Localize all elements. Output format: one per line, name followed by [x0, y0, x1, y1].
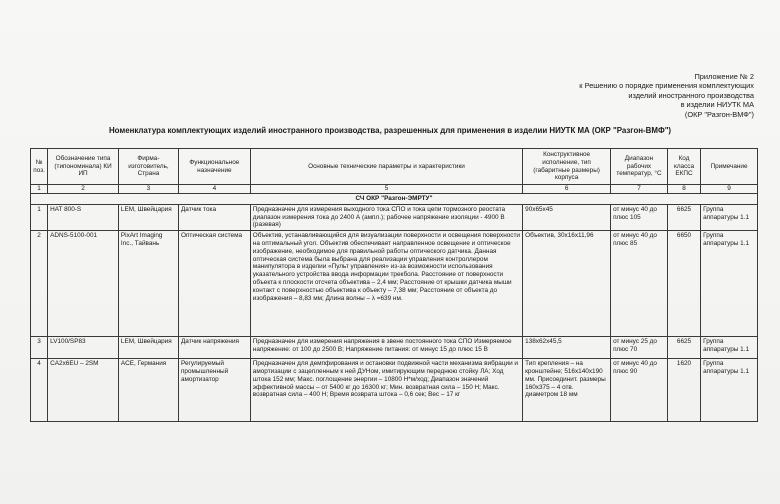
cell-type: CA2x6EU – 2SM — [48, 359, 119, 422]
appendix-header — [579, 72, 754, 119]
cell-maker: PixArt Imaging Inc., Тайвань — [118, 231, 178, 337]
cell-note: Группа аппаратуры 1.1 — [701, 204, 758, 230]
column-number: 7 — [611, 185, 668, 194]
cell-note: Группа аппаратуры 1.1 — [701, 359, 758, 422]
header-temp: Диапазон рабочих температур, °С — [611, 149, 668, 185]
cell-type: ADNS-5100-001 — [48, 231, 119, 337]
cell-ekps: 1620 — [667, 359, 700, 422]
cell-params: Предназначен для измерения выходного тока СПО и тока цепи тормозного реостата диапазон измерения тока до 2400 А (ампл.); рабочее напряжение изоляции - 4900 В (разевая) — [250, 204, 522, 230]
header-case: Конструктивное исполнение, тип (габаритные размеры) корпуса — [523, 149, 611, 185]
cell-params: Объектив, устанавливающийся для визуализации поверхности и освещения поверхности на оптимальный угол. Объектив обеспечивает направленное освещение и оптическое изображение, необходимое для правильной работы оптического датчика. Данная оптическая система была выбрана для реализации управления контроллером манипулятора в изделии «Пульт управления» из-за возможности использования указательного устройства ввода информации трекбола. Расстояние от поверхности объекта к плоскости отсчета объектива – 2,4 мм; Расстояние от крышки датчика мыши контакт с поверхностью объектива к объекту – 7,38 мм; Расстояние от объекта до изображения – 8,83 мм; Длина волны – λ =639 нм. — [250, 231, 522, 337]
document-title: Номенклатура комплектующих изделий иностранного производства, разрешенных для применения в изделии НИУТК МА (ОКР "Разгон-ВМФ") — [108, 126, 672, 135]
cell-ekps: 6650 — [667, 231, 700, 337]
cell-pos: 2 — [31, 231, 48, 337]
cell-function: Датчик тока — [178, 204, 250, 230]
cell-params: Предназначен для измерения напряжения в звене постоянного тока СПО Измеряемое напряжение: от 100 до 2500 В; Напряжение питания: от минус 15 до плюс 15 В — [250, 337, 522, 359]
cell-function: Датчик напряжения — [178, 337, 250, 359]
table-header-row — [31, 149, 758, 185]
cell-case: Объектив, 30х16х11,96 — [523, 231, 611, 337]
table-row — [31, 359, 758, 422]
header-pos: № поз. — [31, 149, 48, 185]
appendix-line-1: Приложение № 2 — [694, 72, 754, 81]
cell-note: Группа аппаратуры 1.1 — [701, 337, 758, 359]
appendix-line-5: (ОКР "Разгон-ВМФ") — [684, 109, 754, 119]
column-number: 2 — [48, 185, 119, 194]
cell-case: 90х65х45 — [523, 204, 611, 230]
column-number: 1 — [31, 185, 48, 194]
header-ekps: Код класса ЕКПС — [667, 149, 700, 185]
cell-temp: от минус 40 до плюс 85 — [611, 231, 668, 337]
cell-pos: 3 — [31, 337, 48, 359]
cell-case: Тип крепления – на кронштейне; 516х140х190 мм. Присоединит. размеры 160х375 – 4 отв. диаметром 18 мм — [523, 359, 611, 422]
cell-function: Регулируемый промышленный амортизатор — [178, 359, 250, 422]
table-row — [31, 204, 758, 230]
appendix-line-2: к Решению о порядке применения комплектующих — [579, 81, 754, 91]
column-number-row — [31, 185, 758, 194]
section-row — [31, 193, 758, 204]
cell-temp: от минус 40 до плюс 90 — [611, 359, 668, 422]
column-number: 5 — [250, 185, 522, 194]
cell-type: LV100/SP83 — [48, 337, 119, 359]
cell-function: Оптическая система — [178, 231, 250, 337]
cell-note: Группа аппаратуры 1.1 — [701, 231, 758, 337]
cell-maker: LEM, Швейцария — [118, 337, 178, 359]
appendix-line-4: в изделии НИУТК МА — [680, 100, 754, 110]
appendix-line-3: изделий иностранного производства — [628, 90, 754, 100]
cell-case: 138х62х45,5 — [523, 337, 611, 359]
column-number: 3 — [118, 185, 178, 194]
table-row — [31, 337, 758, 359]
cell-pos: 4 — [31, 359, 48, 422]
header-maker: Фирма-изготовитель, Страна — [118, 149, 178, 185]
cell-maker: ACE, Германия — [118, 359, 178, 422]
cell-ekps: 6625 — [667, 204, 700, 230]
header-params: Основные технические параметры и характеристики — [250, 149, 522, 185]
header-type: Обозначение типа (типономинала) КИ ИП — [48, 149, 119, 185]
column-number: 4 — [178, 185, 250, 194]
column-number: 9 — [701, 185, 758, 194]
cell-type: HAT 800-S — [48, 204, 119, 230]
cell-pos: 1 — [31, 204, 48, 230]
section-title: СЧ ОКР "Разгон-ЭМРТУ" — [31, 193, 758, 204]
cell-maker: LEM, Швейцария — [118, 204, 178, 230]
header-note: Примечание — [701, 149, 758, 185]
cell-temp: от минус 40 до плюс 105 — [611, 204, 668, 230]
cell-temp: от минус 25 до плюс 70 — [611, 337, 668, 359]
nomenclature-table — [30, 148, 758, 422]
table-row — [31, 231, 758, 337]
header-function: Функциональное назначение — [178, 149, 250, 185]
column-number: 8 — [667, 185, 700, 194]
cell-params: Предназначен для демпфирования и остановки подвижной части механизма вибрации и амортизации с зацепленным к ней ДУНом, имитирующим переднюю стойку ЛА; Ход штока 152 мм; Макс. поглощение энергии – 10800 Н*м/ход; Диапазон значений эффективной массы – от 5400 кг до 16300 кг; Мин. возвратная сила – 150 Н; Макс. возвратная сила – 400 Н; Время возврата штока – 0,6 сек; Вес – 17 кг — [250, 359, 522, 422]
cell-ekps: 6625 — [667, 337, 700, 359]
column-number: 6 — [523, 185, 611, 194]
